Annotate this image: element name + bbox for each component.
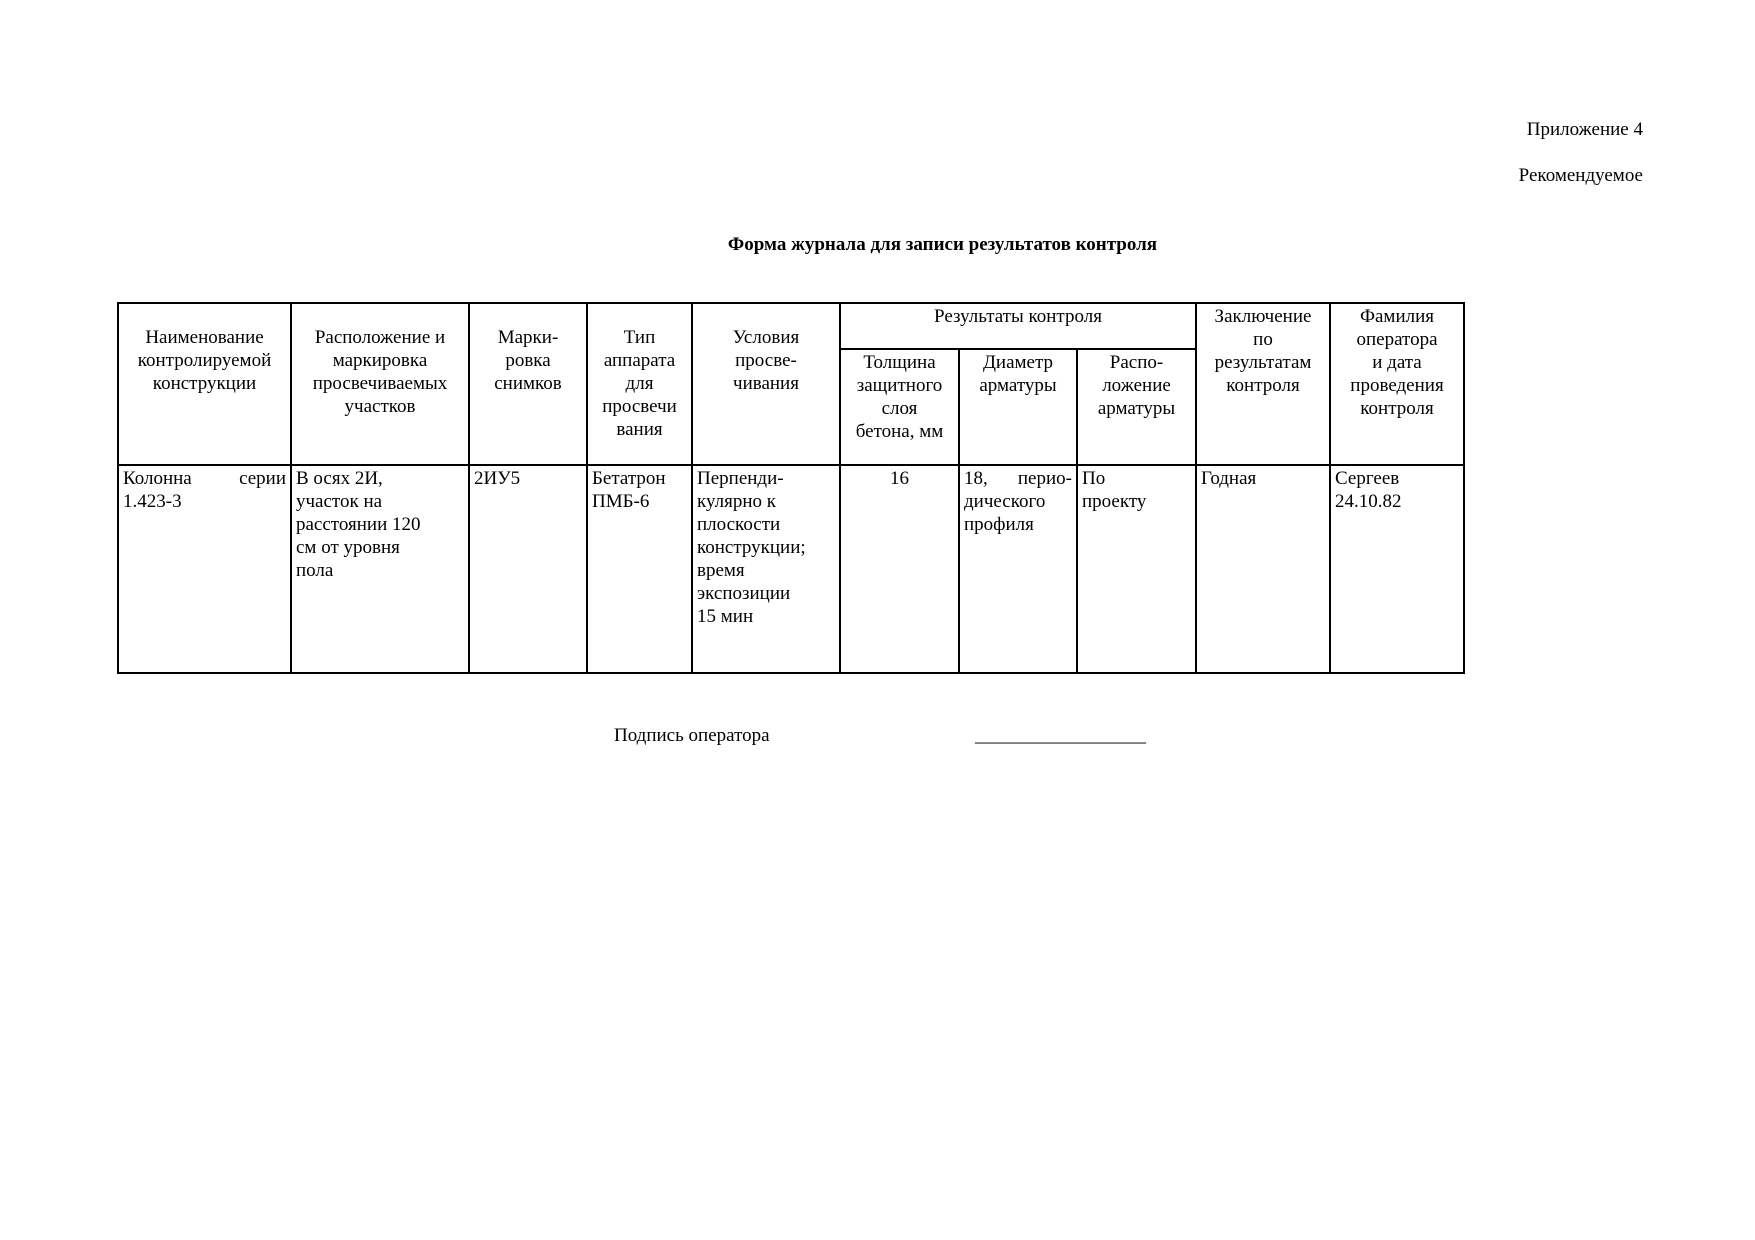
- cell-line: 24.10.82: [1335, 491, 1402, 512]
- header-line: контролируемой: [137, 350, 272, 371]
- cell-line: кулярно к: [697, 491, 776, 512]
- header-line: Условия: [732, 327, 800, 348]
- header-line: чивания: [733, 373, 799, 394]
- header-rebar-diameter: [959, 349, 1077, 465]
- header-line: для: [625, 373, 654, 394]
- cell-image-marking: 2ИУ5: [469, 465, 587, 673]
- header-line: снимков: [494, 373, 562, 394]
- cell-location-marking: [291, 465, 469, 673]
- status-label: Рекомендуемое: [1518, 165, 1643, 186]
- cell-conclusion: Годная: [1196, 465, 1330, 673]
- cell-line: профиля: [964, 514, 1034, 535]
- header-line: оператора: [1356, 329, 1438, 350]
- cell-exposure-conditions: [692, 465, 840, 673]
- cell-line: [123, 467, 286, 490]
- cell-word: 18,: [964, 468, 988, 489]
- header-line: Марки-: [497, 327, 559, 348]
- page-title-wrapper: [0, 232, 1755, 258]
- header-location-marking: [291, 303, 469, 465]
- header-line: арматуры: [1097, 398, 1176, 419]
- signature-label: Подпись оператора: [614, 725, 770, 746]
- header-line: ровка: [505, 350, 551, 371]
- header-line: Заключение: [1214, 306, 1312, 327]
- header-line: бетона, мм: [855, 421, 944, 442]
- header-line: маркировка: [332, 350, 428, 371]
- signature-blank-line: __________________: [975, 725, 1146, 746]
- header-operator: [1330, 303, 1464, 465]
- header-line: по: [1253, 329, 1273, 350]
- cell-apparatus-type: [587, 465, 692, 673]
- cell-line: экспозиции: [697, 583, 791, 604]
- cell-line: Сергеев: [1335, 468, 1400, 489]
- header-line: контроля: [1360, 398, 1434, 419]
- header-line: Фамилия: [1359, 306, 1435, 327]
- header-line: Расположение и: [314, 327, 446, 348]
- appendix-label: Приложение 4: [1526, 119, 1643, 140]
- cell-word: перио-: [1017, 468, 1072, 489]
- cell-cover-thickness: 16: [840, 465, 959, 673]
- header-cover-thickness: [840, 349, 959, 465]
- header-line: защитного: [856, 375, 943, 396]
- cell-line: пола: [296, 560, 334, 581]
- header-line: и дата: [1372, 352, 1422, 373]
- cell-line: расстоянии 120: [296, 514, 421, 535]
- table-row: [118, 465, 1464, 673]
- header-row-1: [118, 303, 1464, 349]
- header-line: Распо-: [1109, 352, 1164, 373]
- cell-word: серии: [239, 468, 286, 489]
- header-line: участков: [344, 396, 416, 417]
- cell-line: конструкции;: [697, 537, 806, 558]
- header-line: слоя: [881, 398, 918, 419]
- header-line: аппарата: [603, 350, 676, 371]
- header-line: результатам: [1214, 352, 1312, 373]
- header-conclusion: [1196, 303, 1330, 465]
- header-line: просве-: [735, 350, 797, 371]
- header-line: вания: [616, 419, 663, 440]
- header-exposure-conditions: [692, 303, 840, 465]
- cell-line: [964, 467, 1072, 490]
- header-line: просвечиваемых: [312, 373, 448, 394]
- header-line: Наименование: [145, 327, 264, 348]
- header-results-group: Результаты контроля: [840, 303, 1196, 349]
- journal-table: [117, 302, 1465, 674]
- cell-line: плоскости: [697, 514, 781, 535]
- cell-line: 15 мин: [697, 606, 754, 627]
- header-line: контроля: [1226, 375, 1300, 396]
- page-title: Форма журнала для записи результатов контроля: [727, 234, 1158, 255]
- header-line: проведения: [1350, 375, 1444, 396]
- header-line: просвечи: [602, 396, 677, 417]
- cell-line: проекту: [1082, 491, 1147, 512]
- header-line: арматуры: [979, 375, 1057, 396]
- header-structure-name: [118, 303, 291, 465]
- header-line: конструкции: [152, 373, 257, 394]
- cell-line: участок на: [296, 491, 383, 512]
- header-line: Толщина: [863, 352, 936, 373]
- header-line: ложение: [1102, 375, 1171, 396]
- cell-line: время: [697, 560, 745, 581]
- cell-rebar-location: [1077, 465, 1196, 673]
- cell-operator: [1330, 465, 1464, 673]
- cell-line: 1.423-3: [123, 491, 182, 512]
- header-rebar-location: [1077, 349, 1196, 465]
- cell-line: дического: [964, 491, 1046, 512]
- cell-rebar-diameter: [959, 465, 1077, 673]
- cell-word: Колонна: [123, 468, 192, 489]
- cell-line: По: [1082, 468, 1106, 489]
- cell-line: ПМБ-6: [592, 491, 650, 512]
- cell-line: см от уровня: [296, 537, 400, 558]
- header-line: Диаметр: [982, 352, 1054, 373]
- cell-line: Бетатрон: [592, 468, 666, 489]
- header-line: Тип: [623, 327, 656, 348]
- cell-line: Перпенди-: [697, 468, 784, 489]
- cell-line: В осях 2И,: [296, 468, 383, 489]
- cell-structure-name: [118, 465, 291, 673]
- header-image-marking: [469, 303, 587, 465]
- header-apparatus-type: [587, 303, 692, 465]
